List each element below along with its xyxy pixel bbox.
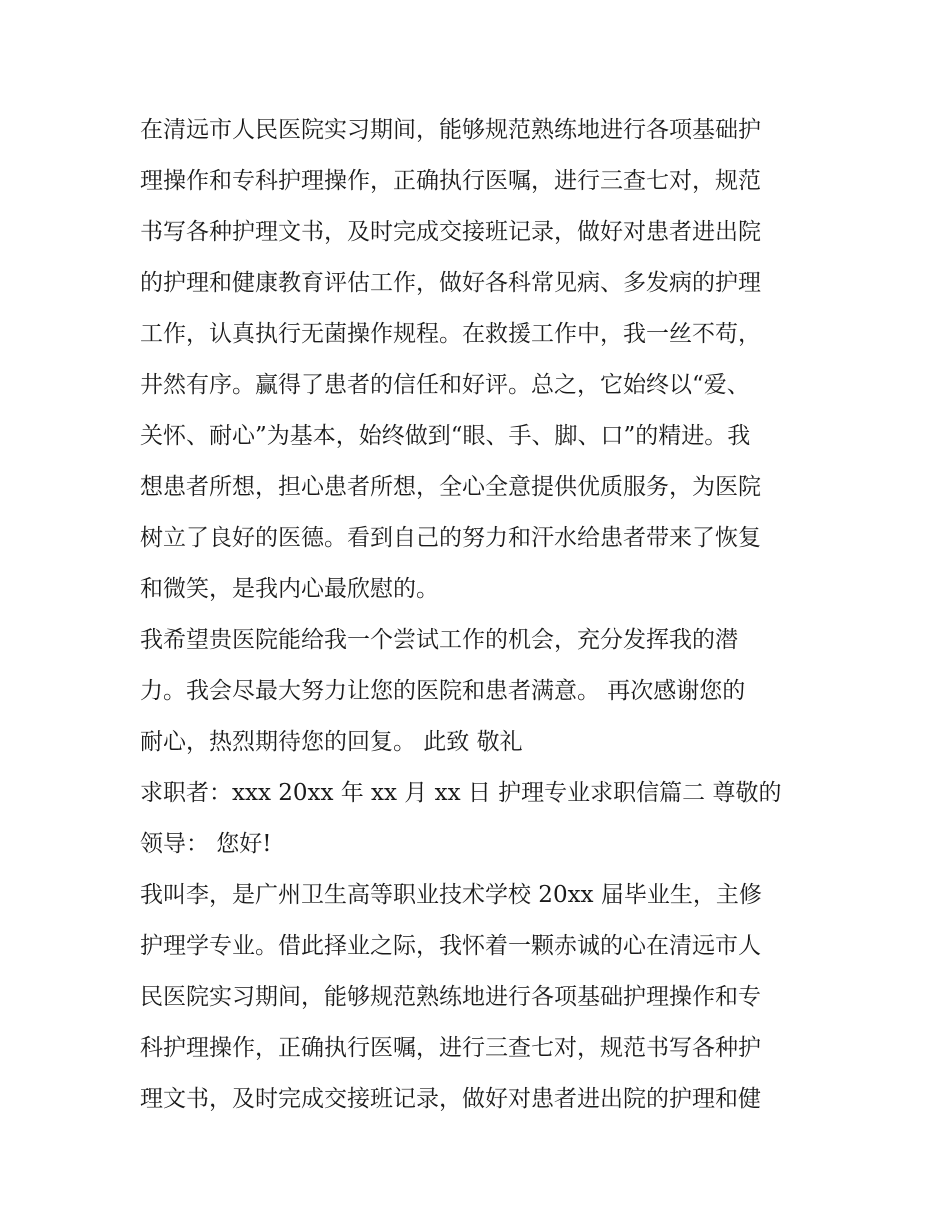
- text-line: 的护理和健康教育评估工作，做好各科常见病、多发病的护理: [140, 270, 761, 296]
- text-line: 和微笑，是我内心最欣慰的。: [140, 576, 439, 602]
- text-line: 民医院实习期间，能够规范熟练地进行各项基础护理操作和专: [140, 984, 761, 1010]
- text-line: 求职者：xxx 20xx 年 xx 月 xx 日 护理专业求职信篇二 尊敬的: [140, 780, 782, 806]
- text-line: 耐心，热烈期待您的回复。 此致 敬礼: [140, 729, 523, 755]
- text-line: 在清远市人民医院实习期间，能够规范熟练地进行各项基础护: [140, 117, 761, 143]
- text-line: 领导： 您好!: [140, 831, 272, 857]
- text-line: 井然有序。赢得了患者的信任和好评。总之，它始终以“爱、: [140, 372, 750, 398]
- text-line: 关怀、耐心”为基本，始终做到“眼、手、脚、口”的精进。我: [140, 423, 751, 449]
- text-line: 理操作和专科护理操作，正确执行医嘱，进行三查七对，规范: [140, 168, 761, 194]
- text-line: 力。我会尽最大努力让您的医院和患者满意。 再次感谢您的: [140, 678, 746, 704]
- text-line: 书写各种护理文书，及时完成交接班记录，做好对患者进出院: [140, 219, 761, 245]
- text-line: 科护理操作，正确执行医嘱，进行三查七对，规范书写各种护: [140, 1035, 761, 1061]
- text-line: 树立了良好的医德。看到自己的努力和汗水给患者带来了恢复: [140, 525, 761, 551]
- text-line: 理文书，及时完成交接班记录，做好对患者进出院的护理和健: [140, 1086, 761, 1112]
- letter-body: [140, 105, 820, 1125]
- text-line: 工作，认真执行无菌操作规程。在救援工作中，我一丝不苟，: [140, 321, 761, 347]
- text-line: 想患者所想，担心患者所想，全心全意提供优质服务，为医院: [140, 474, 761, 500]
- text-line: 护理学专业。借此择业之际，我怀着一颗赤诚的心在清远市人: [140, 933, 761, 959]
- text-line: 我叫李，是广州卫生高等职业技术学校 20xx 届毕业生，主修: [140, 882, 762, 908]
- text-line: 我希望贵医院能给我一个尝试工作的机会，充分发挥我的潜: [140, 627, 738, 653]
